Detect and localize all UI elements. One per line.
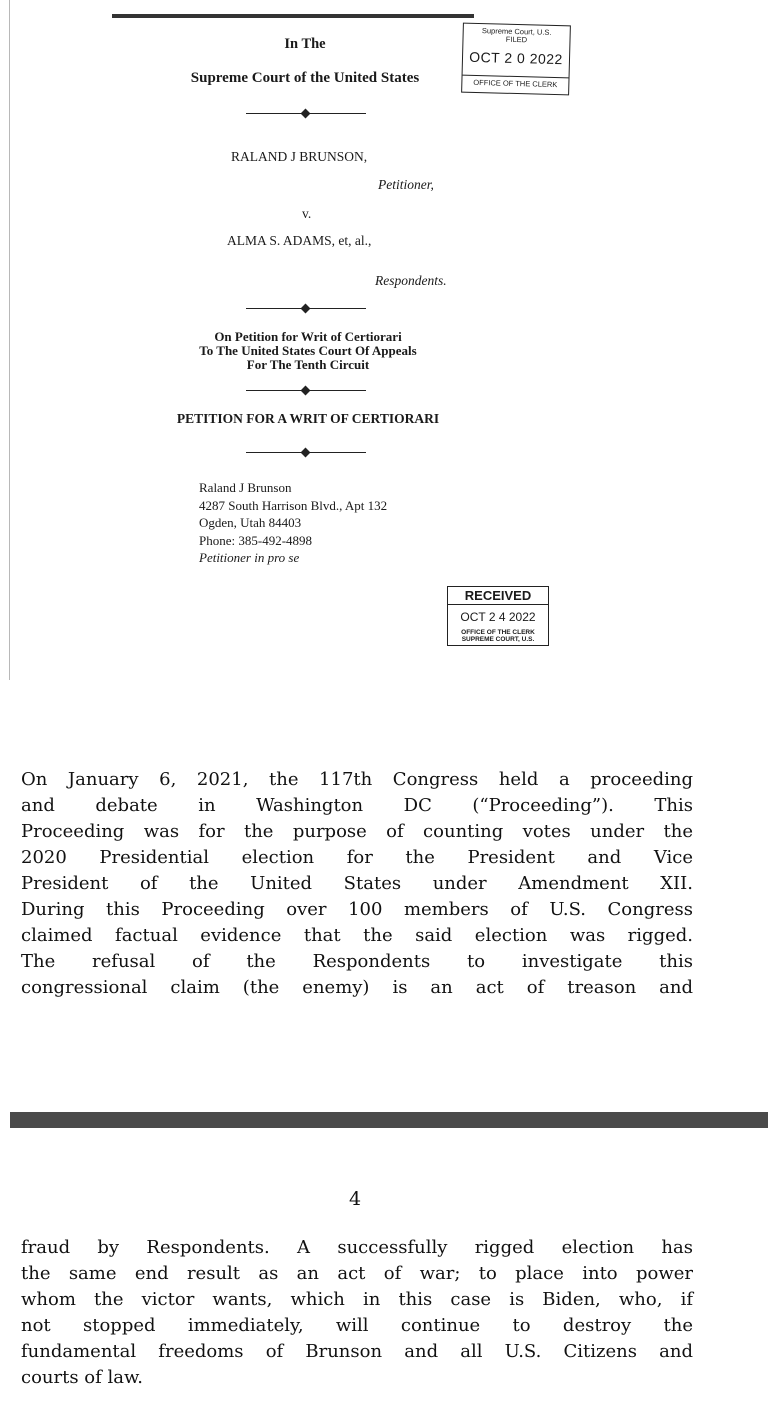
received-stamp (447, 586, 549, 646)
petition-line: On Petition for Writ of Certiorari (214, 329, 402, 344)
received-stamp-office (448, 629, 548, 643)
petition-subtitle (150, 330, 466, 372)
address-line: 4287 South Harrison Blvd., Apt 132 (199, 497, 388, 513)
text-line: not stopped immediately, will continue to destroy the (21, 1315, 693, 1336)
received-stamp-title: RECEIVED (448, 587, 548, 605)
page-edge-line (9, 0, 10, 680)
section-divider (246, 447, 366, 459)
text-line: claimed factual evidence that the said election was rigged. (21, 925, 693, 946)
text-line: whom the victor wants, which in this case is Biden, who, if (21, 1289, 693, 1310)
versus-label: v. (302, 206, 312, 221)
petitioner-role: Petitioner, (378, 177, 434, 192)
received-stamp-office-line: SUPREME COURT, U.S. (461, 636, 535, 643)
section-divider (246, 385, 366, 397)
body-paragraph-1 (21, 767, 693, 1001)
in-the-label: In The (284, 36, 326, 52)
petitioner-address-block (199, 479, 387, 567)
document-title: PETITION FOR A WRIT OF CERTIORARI (176, 411, 440, 426)
received-stamp-date: OCT 2 4 2022 (460, 610, 536, 624)
page-number: 4 (348, 1188, 362, 1210)
text-line: courts of law. (21, 1367, 144, 1388)
section-divider (246, 108, 366, 120)
text-line: congressional claim (the enemy) is an act of treason and (21, 977, 693, 998)
text-line: and debate in Washington DC (“Proceeding”). This (21, 795, 693, 816)
address-line: Raland J Brunson (199, 480, 292, 495)
petitioner-name: RALAND J BRUNSON, (231, 149, 368, 164)
filed-stamp-date: OCT 2 0 2022 (468, 48, 564, 68)
text-line: fraud by Respondents. A successfully rigged election has (21, 1237, 693, 1258)
court-name: Supreme Court of the United States (190, 70, 420, 86)
petition-line: For The Tenth Circuit (246, 357, 370, 372)
petition-line: To The United States Court Of Appeals (199, 343, 417, 358)
text-line: fundamental freedoms of Brunson and all U.S. Citizens and (21, 1341, 693, 1362)
address-line: Ogden, Utah 84403 (199, 515, 302, 530)
filed-stamp-label: FILED (505, 34, 528, 45)
received-stamp-office-line: OFFICE OF THE CLERK (461, 629, 535, 636)
text-line: Proceeding was for the purpose of counting votes under the (21, 821, 693, 842)
respondent-role: Respondents. (375, 273, 447, 288)
respondent-name: ALMA S. ADAMS, et, al., (227, 233, 372, 248)
filed-stamp-office: OFFICE OF THE CLERK (462, 75, 568, 90)
text-line: President of the United States under Amendment XII. (21, 873, 693, 894)
filed-stamp-court: Supreme Court, U.S. (481, 26, 552, 37)
filed-stamp (461, 23, 571, 96)
top-rule (112, 14, 474, 18)
page-separator (10, 1112, 768, 1128)
text-line: On January 6, 2021, the 117th Congress held a proceeding (21, 769, 693, 790)
address-line: Phone: 385-492-4898 (199, 532, 313, 548)
text-line: The refusal of the Respondents to investigate this (21, 951, 693, 972)
petition-cover-page (0, 0, 778, 680)
text-line: During this Proceeding over 100 members of U.S. Congress (21, 899, 693, 920)
section-divider (246, 303, 366, 315)
text-line: 2020 Presidential election for the President and Vice (21, 847, 693, 868)
body-paragraph-2 (21, 1235, 693, 1391)
text-line: the same end result as an act of war; to place into power (21, 1263, 693, 1284)
address-role: Petitioner in pro se (199, 550, 300, 565)
